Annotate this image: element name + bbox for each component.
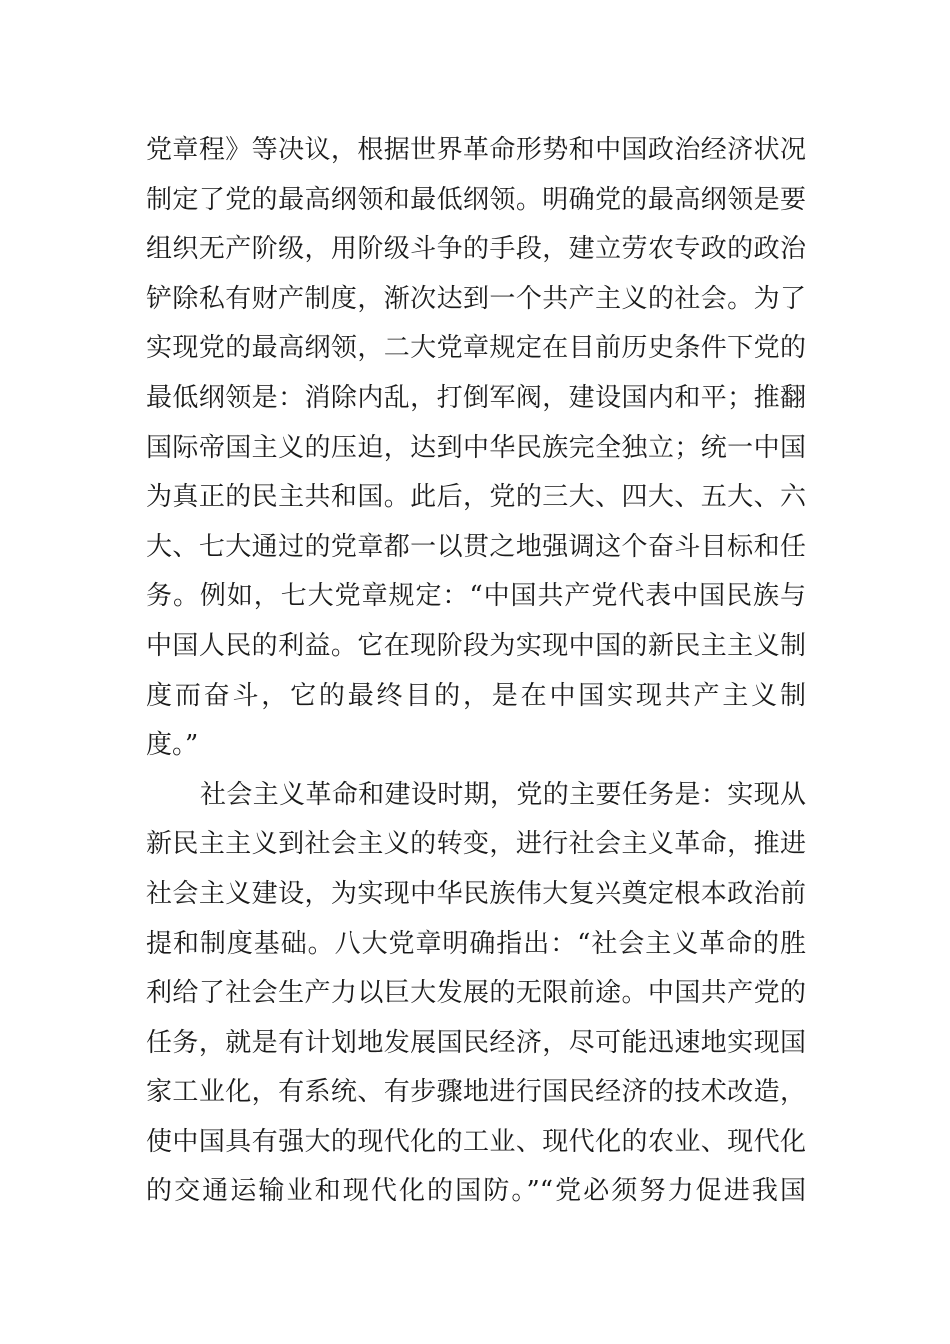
text-line: 社会主义建设，为实现中华民族伟大复兴奠定根本政治前 xyxy=(146,878,806,909)
body-text xyxy=(146,126,806,1217)
text-line: 制定了党的最高纲领和最低纲领。明确党的最高纲领是要 xyxy=(146,184,806,215)
text-line: 铲除私有财产制度，渐次达到一个共产主义的社会。为了 xyxy=(146,283,806,314)
text-line: 的交通运输业和现代化的国防。”“党必须努力促进我国 xyxy=(146,1176,806,1207)
text-line: 度而奋斗，它的最终目的，是在中国实现共产主义制 xyxy=(146,680,806,711)
text-line: 任务，就是有计划地发展国民经济，尽可能迅速地实现国 xyxy=(146,1027,806,1058)
text-line: 中国人民的利益。它在现阶段为实现中国的新民主主义制 xyxy=(146,630,806,661)
text-line: 提和制度基础。八大党章明确指出：“社会主义革命的胜 xyxy=(146,928,806,959)
text-line: 务。例如，七大党章规定：“中国共产党代表中国民族与 xyxy=(146,581,806,612)
text-line: 大、七大通过的党章都一以贯之地强调这个奋斗目标和任 xyxy=(146,531,806,562)
text-line: 党章程》等决议，根据世界革命形势和中国政治经济状况 xyxy=(146,135,806,165)
text-line: 最低纲领是：消除内乱，打倒军阀，建设国内和平；推翻 xyxy=(146,382,806,413)
text-line: 实现党的最高纲领，二大党章规定在目前历史条件下党的 xyxy=(146,333,806,364)
text-line: 新民主主义到社会主义的转变，进行社会主义革命，推进 xyxy=(146,829,806,860)
text-line: 家工业化，有系统、有步骤地进行国民经济的技术改造， xyxy=(146,1077,806,1108)
text-line: 使中国具有强大的现代化的工业、现代化的农业、现代化 xyxy=(146,1126,806,1157)
text-line: 利给了社会生产力以巨大发展的无限前途。中国共产党的 xyxy=(146,978,806,1009)
text-line: 组织无产阶级，用阶级斗争的手段，建立劳农专政的政治 xyxy=(146,234,806,265)
text-line: 度。” xyxy=(146,730,199,761)
text-line: 社会主义革命和建设时期，党的主要任务是：实现从 xyxy=(200,779,806,810)
text-line: 为真正的民主共和国。此后，党的三大、四大、五大、六 xyxy=(146,482,806,513)
text-line: 国际帝国主义的压迫，达到中华民族完全独立；统一中国 xyxy=(146,432,806,463)
